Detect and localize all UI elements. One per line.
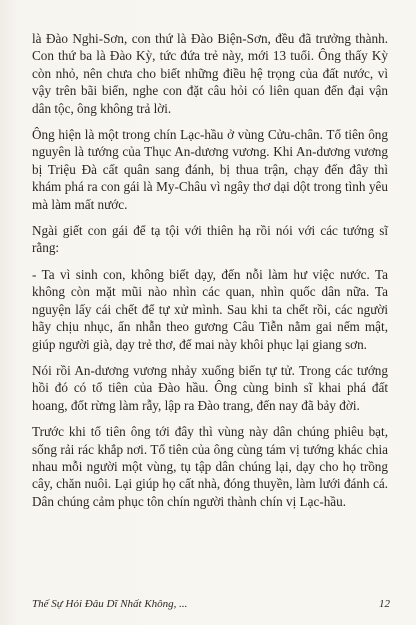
- paragraph-6: Trước khi tổ tiên ông tới đây thì vùng này dân chúng phiêu bạt, sống rải rác khắp nơi. Tổ tiên của ông cùng tám vị tướng khác chia nhau mỗi người một vùng, tụ tập dân chúng lại, dạy cho họ trồng cây, chăn nuôi. Lại giúp họ cất nhà, đóng thuyền, làm lưới đánh cá. Dân chúng cảm phục tôn chín người thành chín vị Lạc-hầu.: [32, 424, 388, 509]
- page-body: [32, 30, 388, 519]
- paragraph-4: - Ta vì sinh con, không biết dạy, đến nỗi làm hư việc nước. Ta không còn mặt mũi nào nhìn các quan, nhìn quốc dân nữa. Ta nguyện lấy cái chết để tự xử mình. Sau khi ta chết rồi, các người hãy chịu nhục, ẩn nhẫn theo gương Câu Tiễn nằm gai nếm mật, giúp người già, dạy trẻ thơ, để mai này khôi phục lại giang sơn.: [32, 266, 388, 352]
- page-footer: [32, 598, 390, 614]
- paragraph-5: Nói rồi An-dương vương nhảy xuống biển tự tử. Trong các tướng hồi đó có tổ tiên của Đào hầu. Ông cùng binh sĩ khai phá đất hoang, đốt rừng làm rẫy, lập ra Đào trang, đến nay đã bảy đời.: [32, 362, 388, 413]
- paragraph-3: Ngài giết con gái để tạ tội với thiên hạ rồi nói với các tướng sĩ rằng:: [32, 223, 388, 256]
- paragraph-1: là Đào Nghi-Sơn, con thứ là Đào Biện-Sơn, đều đã trưởng thành. Con thứ ba là Đào Kỳ, tức đứa trẻ này, mới 13 tuổi. Ông thấy Kỳ còn nhỏ, nên chưa cho biết những điều hệ trọng của đất nước, vì vậy trên bãi biển, nghe con đặt câu hỏi có liên quan đến đại vận dân tộc, ông không trả lời.: [32, 31, 388, 116]
- paragraph-2: Ông hiện là một trong chín Lạc-hầu ở vùng Cửu-chân. Tổ tiên ông nguyên là tướng của Thục An-dương vương. Khi An-dương vương bị Triệu Đà cất quân sang đánh, bị thua trận, chạy đến đây thì khám phá ra con gái là My-Châu vì ngây thơ dại dột trong tình yêu mà làm mất nước.: [32, 127, 388, 212]
- running-title: Thế Sự Hỏi Đâu Dĩ Nhất Không, ...: [32, 598, 188, 610]
- page-number: 12: [379, 598, 390, 610]
